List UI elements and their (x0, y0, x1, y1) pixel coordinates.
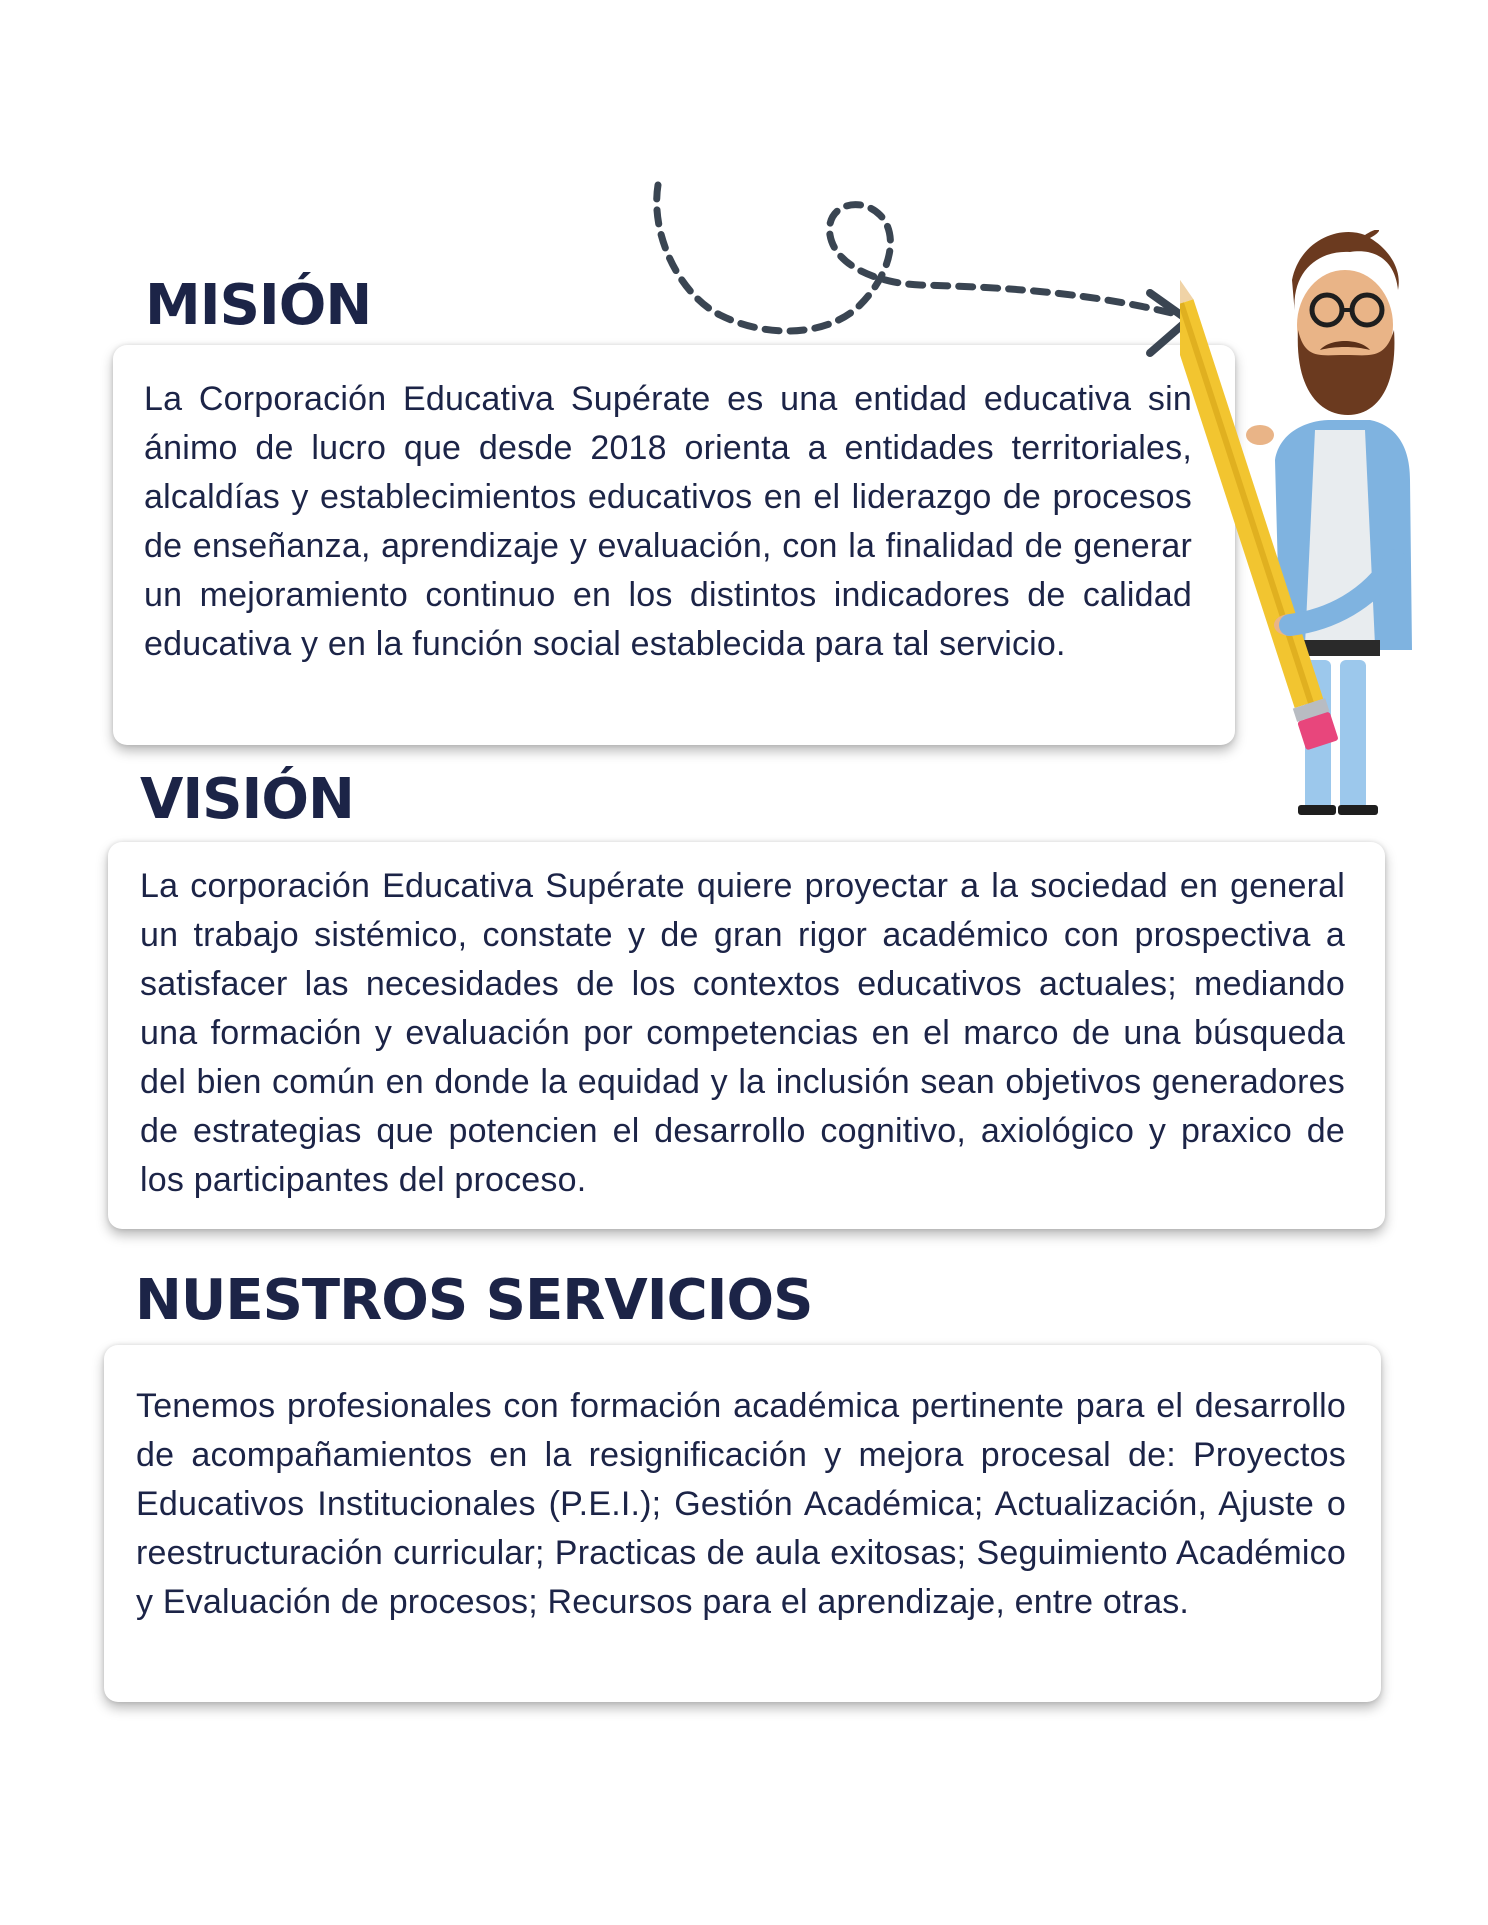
mision-card (113, 345, 1235, 745)
vision-card (108, 842, 1385, 1229)
vision-heading: VISIÓN (140, 767, 354, 832)
dashed-arrow-doodle (640, 175, 1220, 375)
servicios-heading: NUESTROS SERVICIOS (135, 1268, 813, 1333)
vision-text: La corporación Educativa Supérate quiere proyectar a la sociedad en general un trabajo sistémico, constate y de gran rigor académico con prospectiva a satisfacer las necesidades de los contextos educativos actuales; mediando una formación y evaluación por competencias en el marco de una búsqueda del bien común en donde la equidad y la inclusión sean objetivos generadores de estrategias que potencien el desarrollo cognitivo, axiológico y praxico de los participantes del proceso. (140, 867, 1345, 1199)
teacher-illustration (1180, 230, 1420, 830)
mision-heading: MISIÓN (145, 273, 372, 338)
mision-text: La Corporación Educativa Supérate es una entidad educativa sin ánimo de lucro que desde 2018 orienta a entidades territoriales, alcaldías y establecimientos educativos en el liderazgo de procesos de enseñanza, aprendizaje y evaluación, con la finalidad de generar un mejoramiento continuo en los distintos indicadores de calidad educativa y en la función social establecida para tal servicio. (144, 380, 1192, 663)
servicios-card (104, 1345, 1381, 1702)
servicios-text: Tenemos profesionales con formación académica pertinente para el desarrollo de acompañamientos en la resignificación y mejora procesal de: Proyectos Educativos Institucionales (P.E.I.); Gestión Académica; Actualización, Ajuste o reestructuración curricular; Practicas de aula exitosas; Seguimiento Académico y Evaluación de procesos; Recursos para el aprendizaje, entre otras. (136, 1387, 1346, 1621)
